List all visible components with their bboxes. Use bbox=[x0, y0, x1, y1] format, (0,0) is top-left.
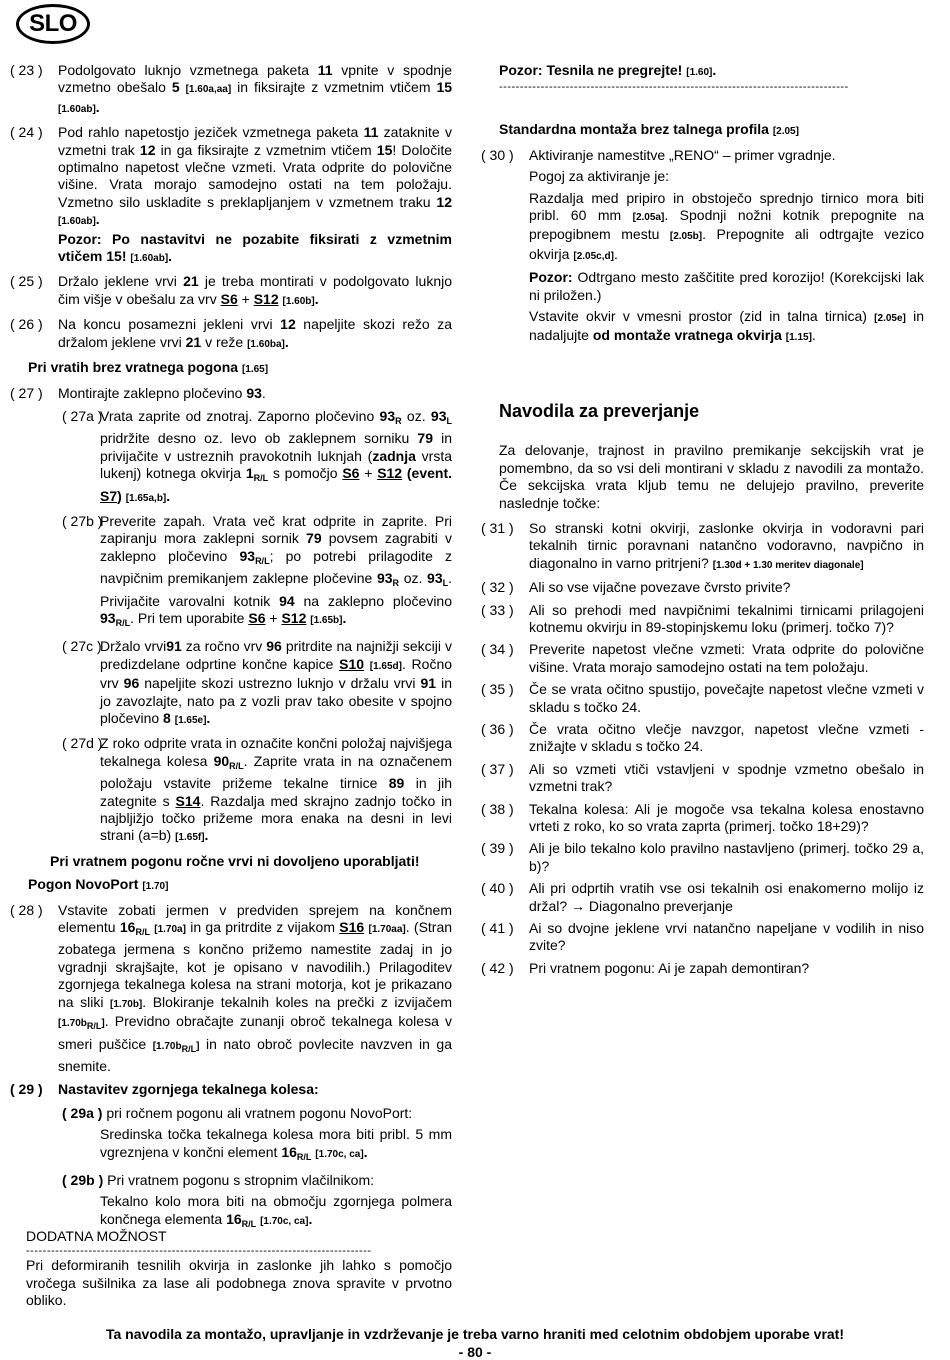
step-number: ( 41 ) bbox=[481, 920, 514, 937]
step-30: ( 30 ) Aktiviranje namestitve „RENO“ – primer vgradnje. Pogoj za aktiviranje je: Razdalja med pripiro in obstoječo sprednjo tirnico mora biti pribl. 60 mm [2.05a]. Spodnji nožni kotnik prepognite na prepogibnem mestu [2.05b]. Prepognite ali odtrgajte vezico okvirja [2.05c,d]. Pozor: Odtrgano mesto zaščitite pred korozijo! (Korekcijski lak ni priložen.) Vstavite okvir v vmesni prostor (zid in talna tirnica) [2.05e] in nadaljujte od montaže vratnega okvirja [1.15]. bbox=[481, 146, 924, 344]
step-number: ( 23 ) bbox=[10, 62, 43, 78]
warning-note: Pozor: Tesnila ne pregrejte! [1.60]. bbox=[499, 62, 717, 78]
step-number: ( 39 ) bbox=[481, 840, 514, 857]
check-item: ( 38 ) Tekalna kolesa: Ali je mogoče vsa tekalna kolesa enostavno vrteti z roko, ko so vrata zaprta (primerj. točko 18+29)? bbox=[481, 800, 924, 834]
right-column bbox=[481, 62, 924, 982]
section-heading: Standardna montaža brez talnega profila [2.05] bbox=[499, 121, 799, 138]
check-item: ( 37 ) Ali so vzmeti vtiči vstavljeni v spodnje vzmetno obešalo in vzmetni trak? bbox=[481, 760, 924, 795]
step-number: ( 35 ) bbox=[481, 681, 514, 698]
language-badge: SLO bbox=[16, 4, 90, 44]
step-number: ( 31 ) bbox=[481, 519, 514, 536]
left-column bbox=[10, 62, 452, 1239]
step-29: ( 29 ) Nastavitev zgornjega tekalnega kolesa: bbox=[10, 1081, 319, 1098]
step-number: ( 29 ) bbox=[10, 1081, 43, 1098]
check-item: ( 42 ) Pri vratnem pogonu: Ai je zapah demontiran? bbox=[481, 959, 810, 976]
divider: ------------------------------------------------------------------------------------ bbox=[499, 81, 849, 94]
step-number: ( 27 ) bbox=[10, 384, 43, 401]
check-item: ( 32 ) Ali so vse vijačne povezave čvrsto privite? bbox=[481, 579, 791, 596]
optional-text: Pri deformiranih tesnilih okvirja in zaslonke jih lahko s pomočjo vročega sušilnika za lase ali podobnega znova spravite v prvotno obliko. bbox=[26, 1257, 452, 1309]
step-number: ( 36 ) bbox=[481, 720, 514, 737]
step-number: ( 27d ) bbox=[62, 735, 103, 752]
step-27c: ( 27c ) Držalo vrvi91 za ročno vrv 96 pritrdite na najnižji sekciji v predizdelane odprtine končne kapice S10 [1.65d]. Ročno vrv 96 napeljite skozi ustrezno luknjo v držalu vrvi 91 in jo zavozlajte, nato pa z vozli prav tako obesite v spojno pločevino 8 [1.65e]. bbox=[62, 638, 453, 726]
step-27d: ( 27d ) Z roko odprite vrata in označite končni položaj najvišjega tekalnega kolesa $90_{R/L}$. Zaprite vrata in na označenem položaju vstavite prižeme tekalne tirnice 89 in jih zategnite s S14. Razdalja med skrajno zadnjo točko in najbljižjo točko prižeme mora enaka na desni in levi strani (a=b) [1.65f]. bbox=[62, 735, 452, 844]
optional-box bbox=[26, 1228, 452, 1310]
page-number: - 80 - bbox=[458, 1344, 492, 1360]
section-heading: Pogon NovoPort [1.70] bbox=[28, 876, 169, 893]
check-item: ( 31 ) So stranski kotni okvirji, zaslonke okvirja in vodoravni pari tekalnih tirnic poravnani natančno vodoravno, navpično in diagonalno in varno pritrjeni? [1.30d + 1.30 meritev diagonale] bbox=[481, 519, 924, 571]
step-28: ( 28 ) Vstavite zobati jermen v predviden sprejem na končnem elementu $16_{R/L}$ [1.70a] in ga pritrdite z vijakom S16 [1.70aa]. (Stran zobatega jermena s končno prižemo namestite zadaj in jo vgradnji skrajšajte, kot je opisano v navodilih.) Prilagoditev zgornjega tekalnega kolesa na strani motorja, kot je prikazano na sliki [1.70b]. Blokiranje tekalnih koles na prečki z izvijačem $[1.70b_{R/L}]$. Previdno obračajte zunanji obroč tekalnega kolesa v smeri puščice $[1.70b_{R/L}]$ in nato obroč povlecite navzven in ga snemite. bbox=[10, 901, 453, 1074]
step-26: ( 26 ) Na koncu posamezni jekleni vrvi 12 napeljite skozi režo za držalom jeklene vrvi 21 v reže [1.60ba]. bbox=[10, 316, 452, 350]
step-27a: ( 27a ) Vrata zaprite od znotraj. Zaporno pločevino $93_R$ oz. $93_L$ pridržite desno oz. levo ob zaklepnem sorniku 79 in privijačite v ustreznih pravokotnih luknjah (zadnja vrsta lukenj) kotnega okvirja $1_{R/L}$ s pomočjo S6 + S12 (event. S7) [1.65a,b]. bbox=[62, 407, 452, 504]
step-27: ( 27 ) Montirajte zaklepno pločevino 93. bbox=[10, 384, 266, 401]
step-number: ( 27c ) bbox=[62, 638, 102, 655]
warning-note: Pozor: Po nastavitvi ne pozabite fiksirati z vzmetnim vtičem 15! [1.60ab]. bbox=[58, 230, 452, 265]
step-23: ( 23 ) Podolgovato luknjo vzmetnega paketa 11 vpnite v spodnje vzmetno obešalo 5 [1.60a,aa] in fiksirajte z vzmetnim vtičem 15 [1.60ab]. bbox=[10, 62, 453, 115]
section-heading: Pri vratih brez vratnega pogona [1.65] bbox=[28, 359, 269, 376]
step-number: ( 32 ) bbox=[481, 579, 514, 596]
step-29a: ( 29a ) pri ročnem pogonu ali vratnem pogonu NovoPort: Sredinska točka tekalnega kolesa mora biti pribl. 5 mm vgreznjena v končni element $16_{R/L}$ [1.70c, ca]. bbox=[62, 1104, 452, 1162]
step-number: ( 28 ) bbox=[10, 901, 43, 918]
step-25: ( 25 ) Držalo jeklene vrvi 21 je treba montirati v podolgovato luknjo čim višje v obešalu za vrv S6 + S12 [1.60b]. bbox=[10, 273, 453, 307]
step-number: ( 38 ) bbox=[481, 800, 514, 817]
step-27b: ( 27b ) Preverite zapah. Vrata več krat odprite in zaprite. Pri zapiranju mora zaklepni sornik 79 povsem zagrabiti v zaklepno pločevino $93_{R/L}$; po potrebi prilagodite z navpičnim premikanjem zaklepne pločevine $93_R$ oz. $93_L$. Privijačite varovalni kotnik 94 na zaklepno pločevino $93_{R/L}$. Pri tem uporabite S6 + S12 [1.65b]. bbox=[62, 512, 452, 628]
check-item: ( 41 ) Ai so dvojne jeklene vrvi natančno napeljane v vodilih in niso zvite? bbox=[481, 920, 924, 954]
step-24: ( 24 ) Pod rahlo napetostjo jeziček vzmetnega paketa 11 zataknite v vzmetni trak 12 in ga fiksirajte z vzmetnim vtičem 15! Določite optimalno napetost vlečne vzmeti. Vrata odprite do polovične višine. Vrata morajo samodejno ostati na tem položaju. Vzmetno silo uskladite s preklapljanjem v vzmetnem traku 12 [1.60ab]. Pozor: Po nastavitvi ne pozabite fiksirati z vzmetnim vtičem 15! [1.60ab]. bbox=[10, 124, 452, 267]
step-number: ( 37 ) bbox=[481, 760, 514, 777]
check-item: ( 33 ) Ali so prehodi med navpičnimi tekalnimi tirnicami prilagojeni kotnemu okvirju in 89-stopinjskemu loku (primerj. točko 7)? bbox=[481, 601, 924, 635]
step-number: ( 40 ) bbox=[481, 880, 514, 897]
check-item: ( 40 ) Ali pri odprtih vratih vse osi tekalnih osi enakomerno molijo iz držal? → Diagonalno preverjanje bbox=[481, 880, 924, 914]
check-item: ( 39 ) Ali je bilo tekalno kolo pravilno nastavljeno (primerj. točko 29 a, b)? bbox=[481, 840, 924, 874]
check-item: ( 35 ) Če se vrata očitno spustijo, povečajte napetost vlečne vzmeti v skladu s točko 24. bbox=[481, 681, 924, 715]
warning-heading: Pri vratnem pogonu ročne vrvi ni dovoljeno uporabljati! bbox=[50, 852, 420, 869]
intro-text: Za delovanje, trajnost in pravilno premikanje sekcijskih vrat je pomembno, da so vsi deli montirani v skladu z navodili za montažo. Če sekcijska vrata kljub temu ne delujejo pravilno, preverite naslednje točke: bbox=[499, 442, 924, 511]
optional-title: DODATNA MOŽNOST bbox=[26, 1228, 167, 1244]
step-number: ( 27b ) bbox=[62, 512, 103, 529]
step-number: ( 42 ) bbox=[481, 959, 514, 976]
step-number: ( 26 ) bbox=[10, 316, 43, 333]
section-title: Navodila za preverjanje bbox=[499, 400, 700, 421]
check-item: ( 36 ) Če vrata očitno vlečje navzgor, napetost vlečne vzmeti - znižajte v skladu s točko 24. bbox=[481, 720, 924, 755]
checklist bbox=[481, 520, 924, 977]
check-item: ( 34 ) Preverite napetost vlečne vzmeti: Vrata odprite do polovične višine. Vrata morajo samodejno ostati na tem položaju. bbox=[481, 641, 924, 675]
step-29b: ( 29b ) Pri vratnem pogonu s stropnim vlačilnikom: Tekalno kolo mora biti na območju zgornjega polmera končnega elementa $16_{R/L}$ [1.70c, ca]. bbox=[62, 1171, 452, 1229]
step-number: ( 33 ) bbox=[481, 601, 514, 618]
footer-note: Ta navodila za montažo, upravljanje in vzdrževanje je treba varno hraniti med celotnim obdobjem uporabe vrat! bbox=[105, 1326, 844, 1342]
step-number: ( 30 ) bbox=[481, 146, 514, 163]
step-number: ( 27a ) bbox=[62, 407, 103, 424]
step-number: ( 25 ) bbox=[10, 273, 43, 290]
step-number: ( 34 ) bbox=[481, 641, 514, 658]
divider: ----------------------------------------------------------------------------------- bbox=[26, 1245, 372, 1258]
step-number: ( 24 ) bbox=[10, 124, 43, 141]
